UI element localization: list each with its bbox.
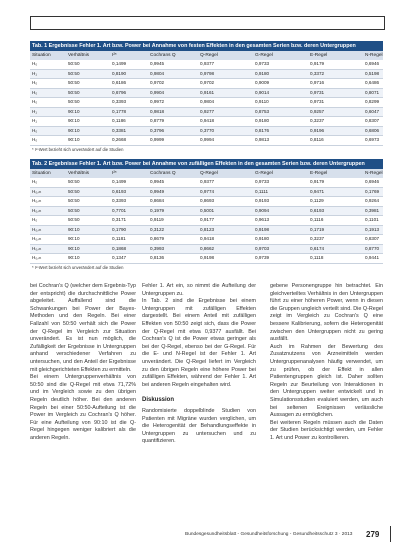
column-header: Verhältnis	[68, 171, 90, 176]
table-cell: 0,8684	[150, 198, 165, 203]
table-cell: H₀	[32, 89, 38, 95]
table-cell: 0,1719	[310, 226, 325, 232]
table-cell: 0,1913	[365, 226, 380, 232]
table-cell: 0,8123	[200, 226, 215, 232]
column-header: Cochrans Q	[150, 171, 176, 176]
column-header: I²*	[112, 171, 117, 176]
table-row	[30, 98, 383, 108]
table-cell: 0,1111	[255, 188, 269, 194]
table-cell: 0,5198	[365, 70, 380, 76]
table-cell: 0,8176	[255, 127, 270, 133]
table-cell: 0,9180	[255, 118, 270, 123]
table-cell: 0,8693	[200, 198, 215, 203]
table-cell: 0,6186	[112, 80, 127, 85]
page-divider	[390, 526, 391, 542]
table-cell: 0,9014	[255, 89, 270, 95]
table-cell: 0,2668	[112, 137, 127, 142]
table-cell: 0,8190	[112, 70, 127, 76]
column-header: Situation	[32, 53, 51, 58]
table-cell: 0,9702	[200, 80, 215, 85]
table-cell: H₀,ₘ	[32, 255, 42, 260]
table-cell: 0,1118	[310, 255, 324, 260]
table-cell: 0,9277	[200, 108, 215, 114]
table-cell: 0,6174	[310, 245, 325, 251]
table-row	[30, 188, 383, 198]
table-row	[30, 207, 383, 217]
table-cell: 0,9731	[310, 89, 325, 95]
column-header: G-Regel	[255, 53, 273, 58]
table-cell: 0,9703	[255, 245, 270, 251]
table-cell: 0,5001	[200, 207, 215, 213]
table-cell: 0,8116	[310, 137, 324, 142]
table-caption: Tab. 2 Ergebnisse Fehler 1. Art bzw. Power bei Annahme von zufälligen Effekten in den gesamten Serien bzw. deren Untergruppen	[30, 159, 383, 169]
table-cell: 0,9945	[150, 179, 165, 184]
table-cell: 90:10	[68, 226, 80, 232]
paragraph: In Tab. 2 sind die Ergebnisse bei einem Untergruppen mit zufälligen Effekten dargestellt. Bei einem Anteil mit zufälligen Effekten von 50:50 zeigt sich, dass die Power der Q-Regel mit etwa 0,9377 ausfällt. Bei Cochran's Q ist die Power etwas geringer als bei der Q-Regel, ebenso bei der G-Regel. Für die E- und N-Regel ist der Fehler 1. Art unverändert. Die Q-Regel liefert im Vergleich zu den übrigen Regeln eine höhere Power bei zufälligen Effekten, während der Fehler 1. Art bei anderen Regeln eingehalten wird.	[142, 298, 256, 388]
table-cell: 0,9193	[255, 198, 270, 203]
table-cell: 90:10	[68, 255, 80, 260]
table-cell: 0,6486	[365, 80, 380, 85]
table-cell: 90:10	[68, 137, 80, 142]
table-cell: 0,9774	[200, 188, 215, 194]
table-cell: 0,8307	[365, 236, 380, 241]
table-row	[30, 60, 383, 70]
paragraph: Randomisierte doppelblinde Studien von Patienten mit Migräne wurden verglichen, um die Heterogenität der Behandlungseffekte in Untergruppen zu untersuchen und zu quantifizieren.	[142, 407, 256, 445]
table-row	[30, 226, 383, 236]
column-header: N-Regel	[365, 53, 383, 58]
table-cell: H₀,ₘ	[32, 198, 42, 203]
paragraph: bei Cochran's Q (welcher dem Ergebnis-Typ der entspricht) die durchschnittliche Power abgeleitet. Auffallend sind die Schwankungen bei Power der Bayes-Methoden und den Regeln. Bei einer Fallzahl von 50:50 verhält sich die Power der Q-Regel im Vergleich zur Situation unverändert. Es ist nun möglich, die Zufälligkeit der Ergebnisse in Untergruppen anhand verschiedener Verfahren zu untersuchen, und den Anteil der Ergebnisse mit gleichgerichteten Effekten zu ermitteln.	[30, 283, 136, 373]
column-header: E-Regel	[310, 53, 328, 58]
table-footnote: * I²-Wert bezieht sich unverändert auf die Studien	[32, 264, 124, 270]
table-cell: 90:10	[68, 245, 80, 251]
table-cell: 0,9716	[310, 80, 325, 85]
table-cell: H₀,ₘ	[32, 226, 42, 232]
table-caption: Tab. 1 Ergebnisse Fehler 1. Art bzw. Power bei Annahme von festen Effekten in den gesamten Serien bzw. deren Untergruppen	[30, 41, 383, 51]
table-cell: 0,9180	[255, 70, 270, 76]
section-heading-discussion: Diskussion	[142, 397, 175, 404]
table-cell: 0,3796	[150, 127, 165, 133]
table-cell: H₀	[32, 179, 38, 184]
table-cell: 0,9119	[150, 217, 164, 222]
table-cell: 0,9945	[150, 61, 165, 66]
table-cell: 50:50	[68, 99, 80, 104]
table-cell: H₀,ₘ	[32, 236, 42, 241]
table-cell: 0,9904	[150, 89, 165, 95]
table-cell: 0,1101	[365, 217, 379, 222]
table-header-row	[30, 169, 383, 178]
table-cell: 0,9804	[150, 70, 165, 76]
table-cell: 0,9471	[310, 188, 325, 194]
table-cell: 0,7701	[112, 207, 127, 213]
table-cell: 0,8679	[150, 236, 165, 241]
table-cell: 0,8136	[150, 255, 165, 260]
table-cell: H₁	[32, 70, 37, 76]
table-cell: H₀,ₘ	[32, 207, 42, 213]
table-cell: H₀	[32, 127, 38, 133]
table-cell: 0,9418	[200, 236, 215, 241]
text-column-3	[270, 283, 383, 442]
table-cell: 0,9377	[200, 179, 215, 184]
table-body	[30, 178, 383, 264]
column-header: Verhältnis	[68, 53, 90, 58]
table-cell: 90:10	[68, 108, 80, 114]
table-cell: 0,1979	[150, 207, 165, 213]
table-cell: 50:50	[68, 70, 80, 76]
table-cell: 0,1347	[112, 255, 127, 260]
table-row	[30, 127, 383, 137]
table-cell: 0,9972	[150, 99, 165, 104]
table-cell: 0,1129	[310, 198, 324, 203]
table-cell: 0,3122	[150, 226, 165, 232]
table-cell: 0,8299	[365, 99, 380, 104]
table-row	[30, 235, 383, 245]
table-cell: 0,9418	[200, 118, 215, 123]
table-cell: 0,9110	[255, 99, 269, 104]
table-cell: 0,1769	[365, 188, 380, 194]
table-cell: 90:10	[68, 236, 80, 241]
table-cell: 0,3993	[150, 245, 165, 251]
table-cell: 0,9180	[255, 236, 270, 241]
table-cell: 0,9739	[255, 255, 270, 260]
table-cell: H₀	[32, 217, 38, 222]
table-cell: H₁	[32, 108, 37, 114]
column-header: Q-Regel	[200, 171, 218, 176]
table-cell: 0,3372	[310, 70, 325, 76]
table-cell: 0,9999	[150, 137, 165, 142]
table-cell: 50:50	[68, 217, 80, 222]
table-row	[30, 245, 383, 255]
table-cell: 0,6973	[365, 137, 380, 142]
page-number: 279	[366, 530, 380, 539]
text-column-1	[30, 283, 136, 442]
table-body	[30, 60, 383, 146]
table-cell: 0,1499	[112, 61, 127, 66]
table-cell: 90:10	[68, 127, 80, 133]
table-cell: 0,6946	[365, 61, 380, 66]
table-cell: 0,1181	[112, 236, 126, 241]
table-cell: H₀,ₘ	[32, 245, 42, 251]
table-row	[30, 254, 383, 264]
table-cell: 50:50	[68, 198, 80, 203]
table-cell: 0,3171	[112, 217, 127, 222]
table-cell: 0,3237	[310, 118, 325, 123]
table-cell: 0,9196	[310, 127, 325, 133]
table-cell: 0,9198	[255, 226, 270, 232]
table-cell: 0,9804	[200, 99, 215, 104]
table-cell: 0,9094	[255, 207, 270, 213]
table-cell: H₀	[32, 99, 38, 104]
table-cell: 0,8662	[200, 245, 215, 251]
table-row	[30, 70, 383, 80]
table-header-row	[30, 51, 383, 60]
table-cell: H₀	[32, 137, 38, 142]
table-cell: 0,9733	[255, 179, 270, 184]
table-cell: 0,9377	[200, 61, 215, 66]
table-cell: 0,8307	[365, 118, 380, 123]
table-footnote: * I²-Wert bezieht sich unverändert auf die Studien	[32, 146, 124, 152]
table-cell: 0,3393	[112, 198, 127, 203]
paragraph: gebene Personengruppe hin betrachtet. Ein gleichverteiltes Verhältnis in den Untergruppen führt zu einer höheren Power, wenn in diesen die Gruppen ungleich verteilt sind. Die Q-Regel zeigt im Vergleich zu Cochran's Q eine bessere Kalibrierung, sofern die Heterogenität zwischen den Untergruppen nicht zu gering ausfällt.	[270, 283, 383, 343]
column-header: Situation	[32, 171, 51, 176]
table-cell: 0,9798	[200, 70, 215, 76]
table-cell: 0,1778	[112, 108, 127, 114]
table-cell: 0,1790	[112, 226, 127, 232]
table-cell: H₀	[32, 61, 38, 66]
table-cell: 50:50	[68, 207, 80, 213]
paragraph: Bei einem Untergruppenverhältnis von 50:50 sind die Q-Regel mit etwa 71,72% und im Vergleich sowie zu den übrigen Regeln deutlich höher. Bei den anderen Regeln bei einer 50:50-Aufteilung ist die Power im Vergleich zu Cochran's Q höher. Für eine Aufteilung von 90:10 ist die Q-Regel hingegen weniger kalibriert als die anderen Regeln.	[30, 374, 136, 441]
table-cell: 0,9733	[255, 61, 270, 66]
table-cell: 0,8779	[150, 118, 165, 123]
paragraph: Bei weiteren Regeln müssen auch die Daten der Studien berücksichtigt werden, um Fehler 1. Art und Power zu kontrollieren.	[270, 419, 383, 441]
table-cell: 0,8753	[255, 108, 270, 114]
table-cell: 0,9818	[150, 108, 165, 114]
table-cell: 0,8770	[365, 245, 380, 251]
results-table-1	[30, 41, 383, 154]
table-cell: 0,3393	[112, 99, 127, 104]
table-cell: 50:50	[68, 188, 80, 194]
journal-footer: Bundesgesundheitsblatt - Gesundheitsforschung - Gesundheitsschutz 3 · 2013	[185, 532, 353, 537]
table-cell: 0,9702	[150, 80, 165, 85]
results-table-2	[30, 159, 383, 272]
table-cell: 50:50	[68, 80, 80, 85]
table-cell: 50:50	[68, 89, 80, 95]
text-column-2	[142, 283, 256, 446]
table-cell: 0,6946	[365, 179, 380, 184]
table-row	[30, 79, 383, 89]
table-cell: 0,3381	[112, 127, 127, 133]
table-cell: 0,3237	[310, 236, 325, 241]
table-cell: 0,9441	[365, 255, 380, 260]
table-cell: 0,1499	[112, 179, 127, 184]
table-cell: 0,9179	[310, 61, 325, 66]
table-cell: 90:10	[68, 118, 80, 123]
table-cell: 50:50	[68, 179, 80, 184]
table-row	[30, 197, 383, 207]
table-cell: 0,1116	[310, 217, 324, 222]
table-row	[30, 117, 383, 127]
table-cell: 0,3981	[365, 207, 380, 213]
table-row	[30, 89, 383, 99]
table-row	[30, 178, 383, 188]
table-cell: 0,9731	[310, 99, 325, 104]
table-cell: 0,9179	[310, 179, 325, 184]
table-cell: H₀,ₘ	[32, 188, 42, 194]
table-cell: H₀	[32, 80, 38, 85]
table-cell: 0,6047	[365, 108, 380, 114]
table-cell: 0,9994	[200, 137, 215, 142]
table-cell: 0,1868	[112, 245, 127, 251]
table-row	[30, 136, 383, 146]
table-cell: 0,9613	[255, 217, 270, 222]
table-row	[30, 108, 383, 118]
table-cell: H₁	[32, 118, 37, 123]
table-row	[30, 216, 383, 226]
column-header: E-Regel	[310, 171, 328, 176]
paragraph: Auch im Rahmen der Bewertung des Zusatznutzens von Arzneimitteln werden Untergruppenanalysen häufig verwendet, um zu prüfen, ob der Effekt in allen Patientengruppen gleich ist. Daher sollten Regeln zur Beurteilung von Interaktionen in den Untergruppen weiter entwickelt und in Simulationsstudien evaluiert werden, um auch bei seltenen Ereignissen verlässliche Aussagen zu ermöglichen.	[270, 343, 383, 419]
table-cell: 50:50	[68, 61, 80, 66]
table-cell: 0,9198	[200, 255, 215, 260]
paragraph: Fehler 1. Art ein, so nimmt die Aufteilung der Untergruppen zu.	[142, 283, 256, 297]
table-cell: 0,6193	[310, 207, 325, 213]
table-cell: 0,9264	[365, 198, 380, 203]
column-header: Q-Regel	[200, 53, 218, 58]
column-header: N-Regel	[365, 171, 383, 176]
table-cell: 0,6193	[112, 188, 127, 194]
header-frame	[30, 16, 385, 30]
table-cell: 0,8071	[365, 89, 380, 95]
table-cell: 0,6796	[112, 89, 127, 95]
table-cell: 0,6806	[365, 127, 380, 133]
column-header: G-Regel	[255, 171, 273, 176]
table-cell: 0,9949	[150, 188, 165, 194]
table-cell: 0,9009	[255, 80, 270, 85]
table-cell: 0,9177	[200, 217, 215, 222]
table-cell: 0,9161	[200, 89, 215, 95]
column-header: I²*	[112, 53, 117, 58]
column-header: Cochrans Q	[150, 53, 176, 58]
table-cell: 0,9813	[255, 137, 270, 142]
table-cell: 0,1186	[112, 118, 126, 123]
table-cell: 0,9257	[310, 108, 325, 114]
table-cell: 0,3770	[200, 127, 215, 133]
